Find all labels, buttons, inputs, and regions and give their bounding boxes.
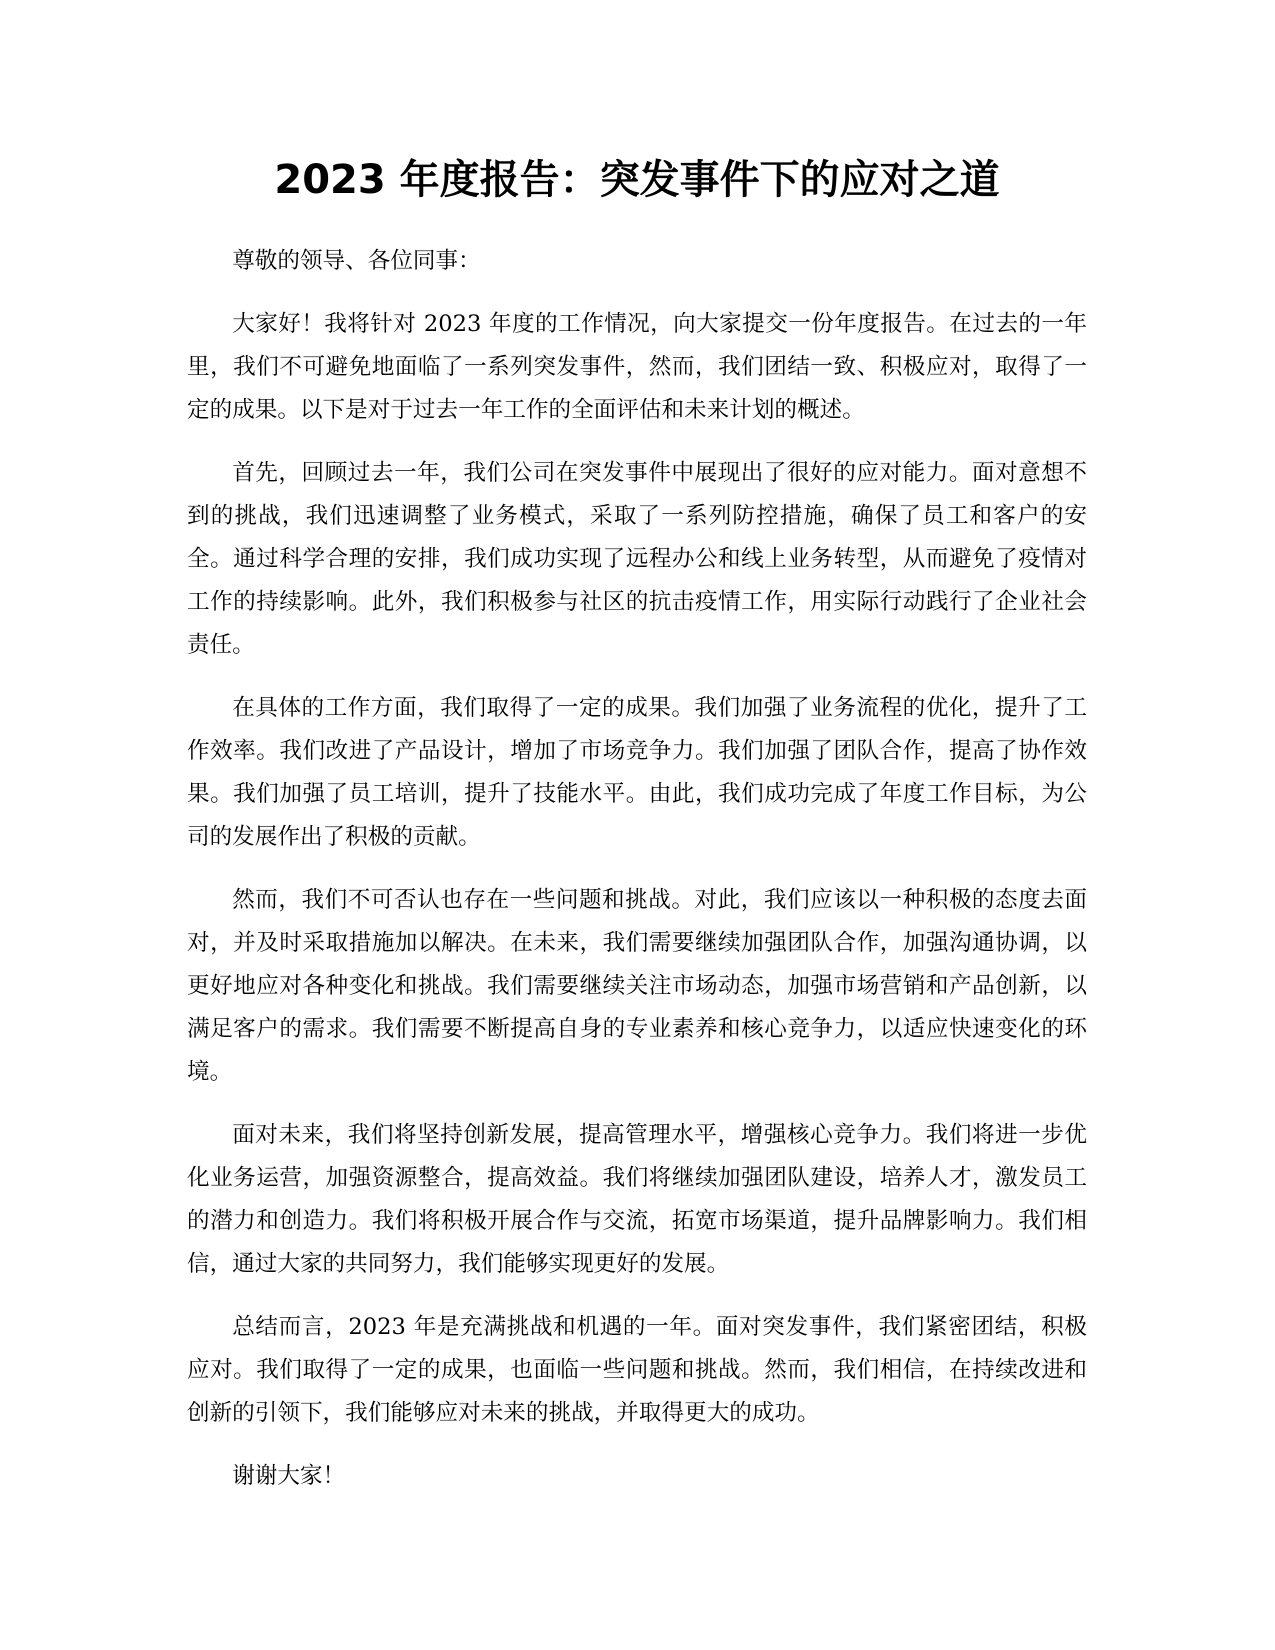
document-title: 2023 年度报告：突发事件下的应对之道 [274, 157, 1000, 203]
paragraph-summary: 总结而言，2023 年是充满挑战和机遇的一年。面对突发事件，我们紧密团结，积极应对。我们取得了一定的成果，也面临一些问题和挑战。然而，我们相信，在持续改进和创新的引领下，我们能够应对未来的挑战，并取得更大的成功。 [187, 1314, 1087, 1426]
document-body [187, 240, 1087, 1518]
salutation: 尊敬的领导、各位同事： [232, 248, 481, 274]
paragraph-future: 面对未来，我们将坚持创新发展，提高管理水平，增强核心竞争力。我们将进一步优化业务运营，加强资源整合，提高效益。我们将继续加强团队建设，培养人才，激发员工的潜力和创造力。我们将积极开展合作与交流，拓宽市场渠道，提升品牌影响力。我们相信，通过大家的共同努力，我们能够实现更好的发展。 [187, 1122, 1087, 1277]
paragraph-review: 首先，回顾过去一年，我们公司在突发事件中展现出了很好的应对能力。面对意想不到的挑战，我们迅速调整了业务模式，采取了一系列防控措施，确保了员工和客户的安全。通过科学合理的安排，我们成功实现了远程办公和线上业务转型，从而避免了疫情对工作的持续影响。此外，我们积极参与社区的抗击疫情工作，用实际行动践行了企业社会责任。 [187, 460, 1087, 658]
paragraph-achievements: 在具体的工作方面，我们取得了一定的成果。我们加强了业务流程的优化，提升了工作效率。我们改进了产品设计，增加了市场竞争力。我们加强了团队合作，提高了协作效果。我们加强了员工培训，提升了技能水平。由此，我们成功完成了年度工作目标，为公司的发展作出了积极的贡献。 [187, 695, 1087, 850]
closing: 谢谢大家！ [232, 1463, 346, 1489]
paragraph-intro: 大家好！我将针对 2023 年度的工作情况，向大家提交一份年度报告。在过去的一年里，我们不可避免地面临了一系列突发事件，然而，我们团结一致、积极应对，取得了一定的成果。以下是对于过去一年工作的全面评估和未来计划的概述。 [187, 311, 1087, 423]
paragraph-challenges: 然而，我们不可否认也存在一些问题和挑战。对此，我们应该以一种积极的态度去面对，并及时采取措施加以解决。在未来，我们需要继续加强团队合作，加强沟通协调，以更好地应对各种变化和挑战。我们需要继续关注市场动态，加强市场营销和产品创新，以满足客户的需求。我们需要不断提高自身的专业素养和核心竞争力，以适应快速变化的环境。 [187, 887, 1087, 1085]
